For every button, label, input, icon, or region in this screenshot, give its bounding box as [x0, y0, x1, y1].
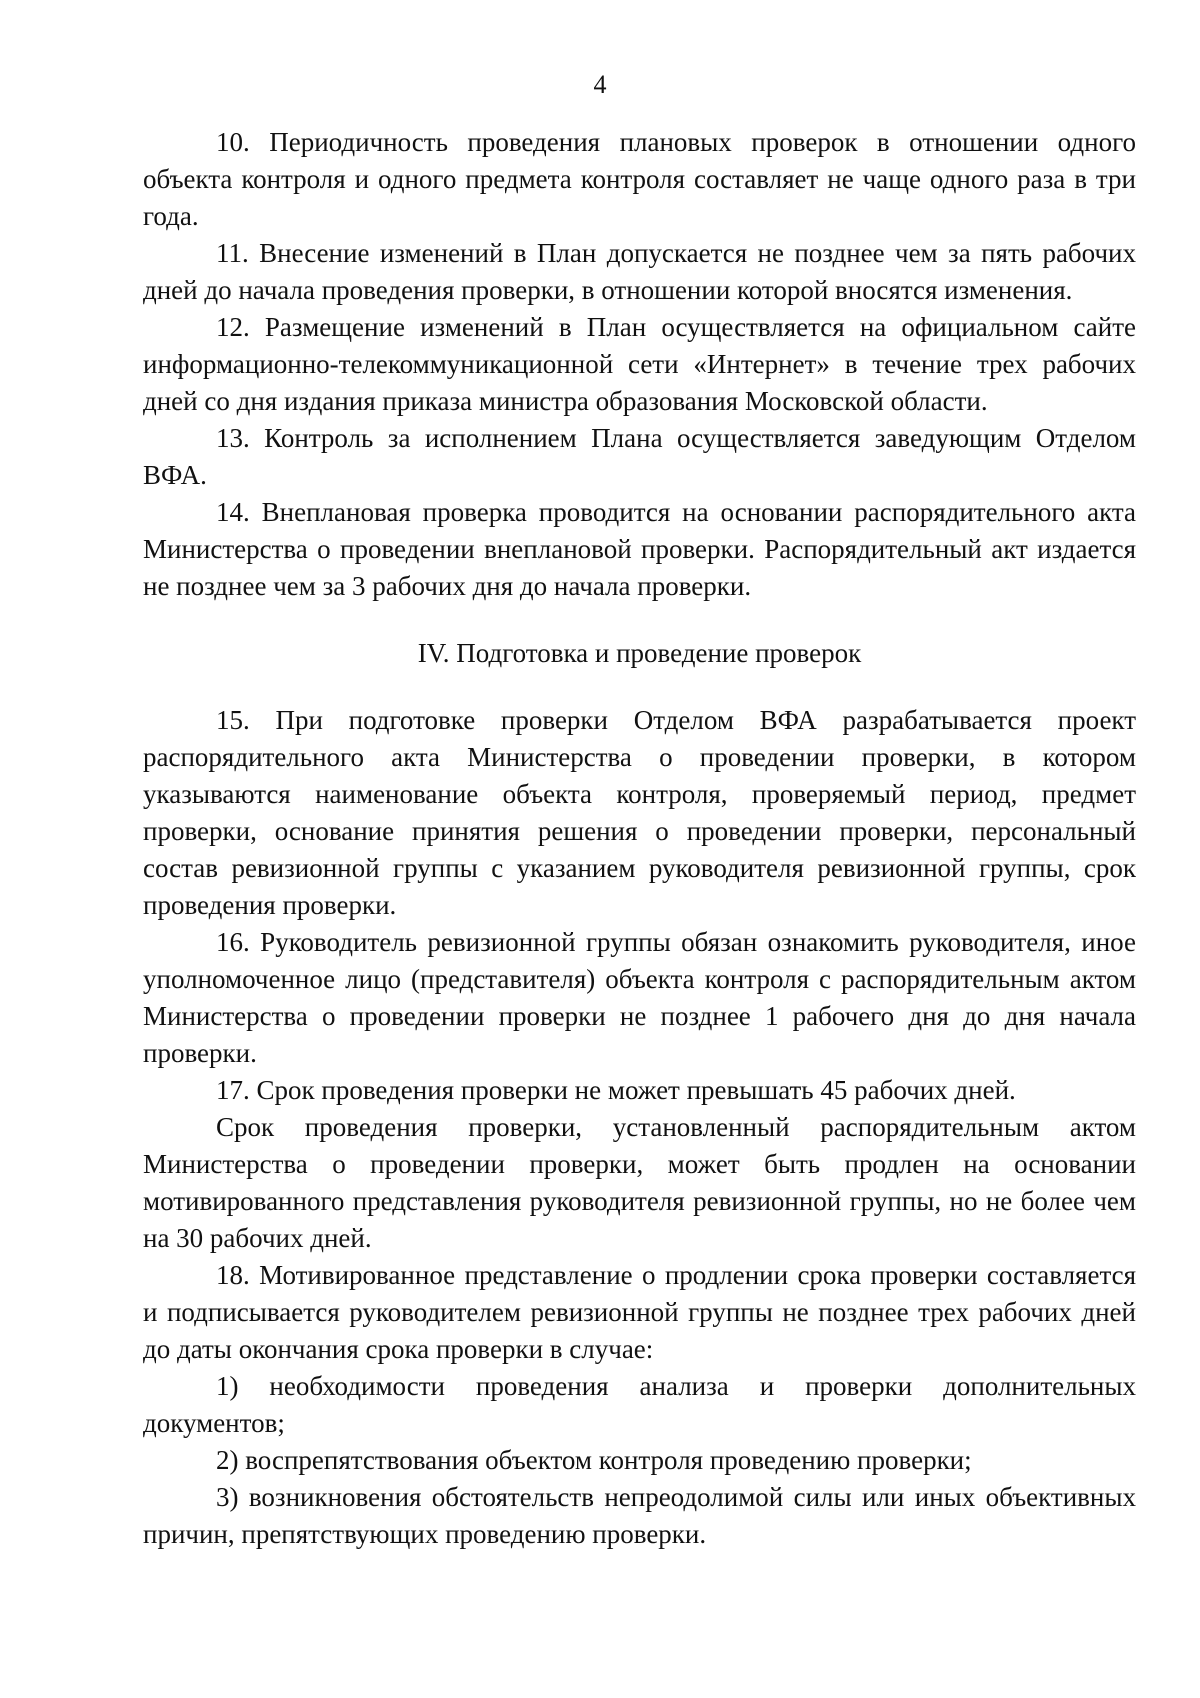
paragraph-14: 14. Внеплановая проверка проводится на основании распорядительного акта Министерства о проведении внеплановой проверки. Распорядительный акт издается не позднее чем за 3 рабочих дня до начала проверки. — [143, 497, 1136, 601]
page-number: 4 — [593, 70, 607, 99]
document-body — [143, 124, 1136, 1553]
paragraph-17-continuation: Срок проведения проверки, установленный распорядительным актом Министерства о проведении проверки, может быть продлен на основании мотивированного представления руководителя ревизионной группы, но не более чем на 30 рабочих дней. — [143, 1112, 1136, 1253]
paragraph-16: 16. Руководитель ревизионной группы обязан ознакомить руководителя, иное уполномоченное лицо (представителя) объекта контроля с распорядительным актом Министерства о проведении проверки не позднее 1 рабочего дня до дня начала проверки. — [143, 927, 1136, 1068]
section-heading: IV. Подготовка и проведение проверок — [417, 638, 862, 668]
paragraph-11: 11. Внесение изменений в План допускается не позднее чем за пять рабочих дней до начала проведения проверки, в отношении которой вносятся изменения. — [143, 238, 1136, 305]
paragraph-17: 17. Срок проведения проверки не может превышать 45 рабочих дней. — [216, 1075, 1016, 1105]
list-item-2: 2) воспрепятствования объектом контроля проведению проверки; — [216, 1445, 972, 1475]
list-item-1: 1) необходимости проведения анализа и проверки дополнительных документов; — [143, 1371, 1136, 1438]
paragraph-10: 10. Периодичность проведения плановых проверок в отношении одного объекта контроля и одного предмета контроля составляет не чаще одного раза в три года. — [143, 127, 1136, 231]
paragraph-18: 18. Мотивированное представление о продлении срока проверки составляется и подписывается руководителем ревизионной группы не позднее трех рабочих дней до даты окончания срока проверки в случае: — [143, 1260, 1136, 1364]
paragraph-12: 12. Размещение изменений в План осуществляется на официальном сайте информационно-телекоммуникационной сети «Интернет» в течение трех рабочих дней со дня издания приказа министра образования Московской области. — [143, 312, 1136, 416]
list-item-3: 3) возникновения обстоятельств непреодолимой силы или иных объективных причин, препятствующих проведению проверки. — [143, 1482, 1136, 1549]
paragraph-13: 13. Контроль за исполнением Плана осуществляется заведующим Отделом ВФА. — [143, 423, 1136, 490]
paragraph-15: 15. При подготовке проверки Отделом ВФА разрабатывается проект распорядительного акта Министерства о проведении проверки, в котором указываются наименование объекта контроля, проверяемый период, предмет проверки, основание принятия решения о проведении проверки, персональный состав ревизионной группы с указанием руководителя ревизионной группы, срок проведения проверки. — [143, 705, 1136, 920]
